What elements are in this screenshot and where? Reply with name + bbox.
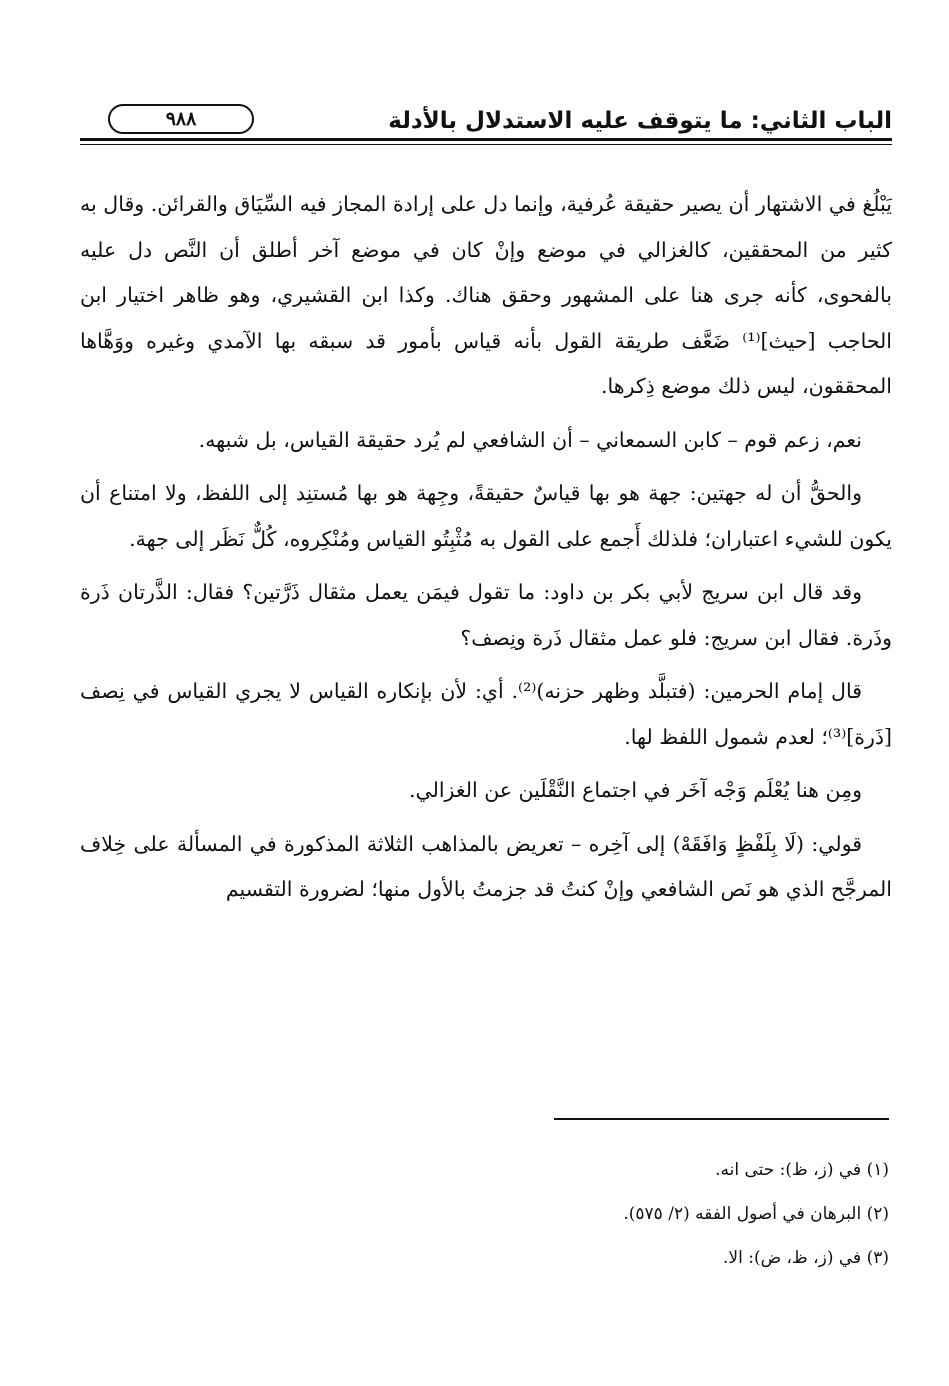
- page-header: [80, 86, 892, 146]
- paragraph: قال إمام الحرمين: (فتبلَّد وظهر حزنه)⁽²⁾. أي: لأن بإنكاره القياس لا يجري القياس في نِصف [ذَرة]⁽³⁾؛ لعدم شمول اللفظ لها.: [80, 679, 892, 749]
- paragraph: ومِن هنا يُعْلَم وَجْه آخَر في اجتماع النَّقْلَين عن الغزالي.: [408, 778, 862, 802]
- paragraph: قولي: (لَا بِلَفْظٍ وَافَقَهْ) إلى آخِره – تعريض بالمذاهب الثلاثة المذكورة في المسألة على خِلاف المرجَّح الذي هو نَص الشافعي وإنْ كنتُ قد جزمتُ بالأول منها؛ لضرورة التقسيم: [80, 831, 892, 901]
- header-rule-thick: [80, 138, 892, 141]
- footnote-3: (٣) في (ز، ظ، ض): الا.: [722, 1248, 889, 1268]
- footnote-separator: [554, 1118, 889, 1120]
- paragraph: وقد قال ابن سريج لأبي بكر بن داود: ما تقول فيمَن يعمل مثقال ذَرَّتين؟ فقال: الذَّرتان ذَرة وذَرة. فقال ابن سريج: فلو عمل مثقال ذَرة ونِصف؟: [80, 580, 892, 650]
- footnotes: [189, 1148, 889, 1280]
- footnote-1: (١) في (ز، ظ): حتى انه.: [715, 1160, 889, 1180]
- header-rule-thin: [80, 144, 892, 145]
- paragraph: يَبْلُغ في الاشتهار أن يصير حقيقة عُرفية، وإنما دل على إرادة المجاز فيه السِّيَاق والقرائن. وقال به كثير من المحققين، كالغزالي في موضع وإنْ كان في موضع آخر أطلق أن النَّص دل عليه بالفحوى، كأنه جرى هنا على المشهور وحقق هناك. وكذا ابن القشيري، وهو ظاهر اختيار ابن الحاجب [حيث]⁽¹⁾ ضَعَّف طريقة القول بأنه قياس بأمور قد سبقه بها الآمدي وغيره ووَهَّاها المحققون، ليس ذلك موضع ذِكرها.: [80, 192, 892, 398]
- paragraph: نعم، زعم قوم – كابن السمعاني – أن الشافعي لم يُرد حقيقة القياس، بل شبهه.: [198, 427, 862, 452]
- footnote-2: (٢) البرهان في أصول الفقه (٢/ ٥٧٥).: [623, 1204, 889, 1224]
- paragraph: والحقُّ أن له جهتين: جهة هو بها قياسٌ حقيقةً، وجِهة هو بها مُستنِد إلى اللفظ، ولا امتناع أن يكون للشيء اعتباران؛ فلذلك أَجمع على القول به مُثْبِتُو القياس ومُنْكِروه، كُلٌّ نَظَر إلى جهة.: [80, 481, 892, 551]
- main-text: [80, 182, 892, 921]
- page-number-badge: ٩٨٨: [108, 104, 254, 134]
- chapter-title: الباب الثاني: ما يتوقف عليه الاستدلال بالأدلة: [388, 108, 892, 134]
